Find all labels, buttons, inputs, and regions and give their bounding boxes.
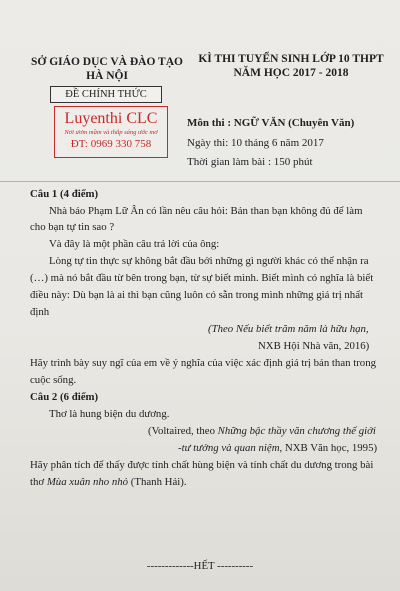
q2-poem-title: Mùa xuân nho nhỏ	[46, 476, 129, 488]
exam-duration: Thời gian làm bài : 150 phút	[187, 156, 313, 168]
official-label: ĐỀ CHÍNH THỨC	[50, 86, 162, 103]
q1-source-line-1: (Theo Nếu biết trăm năm là hữu hạn,	[208, 323, 369, 335]
q1-quote-line-3: điều này: Dù bạn là ai thì bạn cũng luôn có sẵn trong mình những giá trị nhất	[30, 289, 363, 301]
stamp-name: Luyenthi CLC	[64, 110, 158, 127]
q2-quote: Thơ là hung biện du dương.	[49, 408, 170, 420]
department-line-2: HÀ NỘI	[86, 70, 128, 82]
stamp-phone: ĐT: 0969 330 758	[70, 138, 152, 150]
q1-intro-line-2: cho bạn tự tin sao ?	[30, 221, 115, 233]
question-2-title: Câu 2 (6 điểm)	[30, 391, 99, 403]
department-line-1: SỞ GIÁO DỤC VÀ ĐÀO TẠO	[31, 56, 183, 68]
header-divider	[0, 181, 400, 182]
q2-source-publisher: , NXB Văn học, 1995)	[279, 442, 378, 454]
q1-task-line-2: cuộc sống.	[30, 374, 77, 386]
q1-intro-line-1: Nhà báo Phạm Lữ Ân có lần nêu câu hỏi: Bản than bạn không đủ để làm	[49, 205, 363, 217]
q1-quote-line-4: định	[30, 306, 50, 318]
q2-task-prefix: thơ	[30, 476, 47, 488]
q2-poem-author: (Thanh Hải).	[128, 476, 187, 488]
center-stamp	[54, 106, 168, 158]
q2-source-subtitle: -tư tưởng và quan niệm	[178, 442, 280, 454]
exam-heading	[198, 52, 384, 80]
q1-source-line-2: NXB Hội Nhà văn, 2016)	[258, 340, 370, 352]
q1-lead: Và đây là một phần câu trả lời của ông:	[49, 238, 220, 250]
q2-task-line-2	[30, 476, 187, 489]
question-1-title: Câu 1 (4 điểm)	[30, 188, 99, 200]
q2-source-book: Những bậc thầy văn chương thế giới	[217, 425, 376, 437]
exam-line-2: NĂM HỌC 2017 - 2018	[233, 67, 349, 79]
q2-task-line-1: Hãy phân tích để thấy được tính chất hùng biện và tính chất du dương trong bài	[30, 459, 374, 471]
exam-date: Ngày thi: 10 tháng 6 năm 2017	[187, 137, 324, 149]
end-marker: -------------HẾT ----------	[146, 560, 254, 572]
q2-source-line-2	[178, 442, 377, 455]
q1-quote-line-2: (…) mà nó bắt đầu từ bên trong bạn, từ sự biết mình. Biết mình có nghĩa là biết	[30, 272, 374, 284]
q2-source-author: (Voltaired, theo	[148, 425, 218, 437]
stamp-slogan: Nơi ươm mầm và thắp sáng ước mơ	[64, 129, 158, 136]
subject-line: Môn thi : NGỮ VĂN (Chuyên Văn)	[187, 117, 355, 129]
exam-line-1: KÌ THI TUYỂN SINH LỚP 10 THPT	[198, 53, 384, 65]
q2-source-line-1	[148, 425, 376, 438]
q1-task-line-1: Hãy trình bày suy ngĩ của em về ý nghĩa của việc xác định giá trị bản than trong	[30, 357, 376, 369]
q1-quote-line-1: Lòng tự tin thực sự không bắt đầu bởi những gì người khác có thể nhận ra	[49, 255, 369, 267]
department-name	[22, 55, 192, 83]
